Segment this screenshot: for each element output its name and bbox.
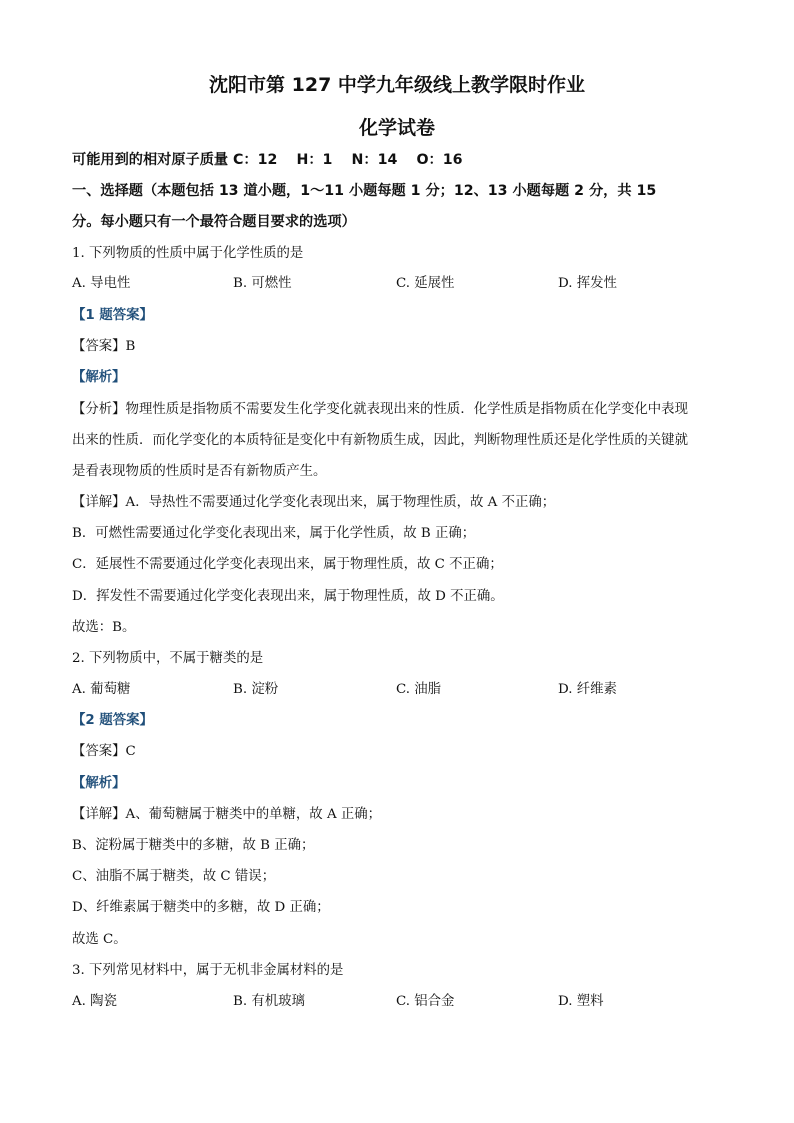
document-title: 沈阳市第 127 中学九年级线上教学限时作业 <box>209 74 585 96</box>
q2-answer: 【答案】C <box>72 744 136 759</box>
q2-answer-tag: 【2 题答案】 <box>72 713 153 728</box>
q2-option-b: B. 淀粉 <box>233 682 279 697</box>
q1-detail-line-1: 【详解】A．导热性不需要通过化学变化表现出来，属于物理性质，故 A 不正确； <box>72 495 556 510</box>
q3-option-c: C. 铝合金 <box>396 994 455 1009</box>
q2-detail-line-1: 【详解】A、葡萄糖属于糖类中的单糖，故 A 正确； <box>72 807 382 822</box>
q2-option-c: C. 油脂 <box>396 682 442 697</box>
q2-detail-line-3: C、油脂不属于糖类，故 C 错误； <box>72 869 276 884</box>
q3-option-b: B. 有机玻璃 <box>233 994 305 1009</box>
q2-conclusion: 故选 C。 <box>72 932 127 947</box>
q2-detail-line-2: B、淀粉属于糖类中的多糖，故 B 正确； <box>72 838 315 853</box>
atomic-masses-line: 可能用到的相对原子质量 C：12 H：1 N：14 O：16 <box>72 152 463 168</box>
q1-answer: 【答案】B <box>72 339 136 354</box>
q1-option-c: C. 延展性 <box>396 276 455 291</box>
q1-detail-line-4: D．挥发性不需要通过化学变化表现出来，属于物理性质，故 D 不正确。 <box>72 589 504 604</box>
q1-answer-tag: 【1 题答案】 <box>72 308 153 323</box>
q1-conclusion: 故选：B。 <box>72 620 136 635</box>
q2-option-d: D. 纤维素 <box>558 682 617 697</box>
q3-stem: 3. 下列常见材料中，属于无机非金属材料的是 <box>72 963 344 978</box>
q1-option-d: D. 挥发性 <box>558 276 617 291</box>
q1-analysis-line-3: 是看表现物质的性质时是否有新物质产生。 <box>72 464 327 479</box>
q1-detail-line-3: C．延展性不需要通过化学变化表现出来，属于物理性质，故 C 不正确； <box>72 557 503 572</box>
q3-option-d: D. 塑料 <box>558 994 604 1009</box>
q3-option-a: A. 陶瓷 <box>72 994 117 1009</box>
q2-detail-line-4: D、纤维素属于糖类中的多糖，故 D 正确； <box>72 900 330 915</box>
q1-analysis-line-1: 【分析】物理性质是指物质不需要发生化学变化就表现出来的性质．化学性质是指物质在化学变化中表现 <box>72 402 688 417</box>
document-subtitle: 化学试卷 <box>358 117 435 139</box>
q1-stem: 1. 下列物质的性质中属于化学性质的是 <box>72 246 304 261</box>
section-heading-line-1: 一、选择题（本题包括 13 道小题，1～11 小题每题 1 分；12、13 小题每题 2 分，共 15 <box>72 183 657 199</box>
section-heading-line-2: 分。每小题只有一个最符合题目要求的选项） <box>72 214 356 230</box>
q2-option-a: A. 葡萄糖 <box>72 682 131 697</box>
q1-detail-line-2: B．可燃性需要通过化学变化表现出来，属于化学性质，故 B 正确； <box>72 526 476 541</box>
q1-option-b: B. 可燃性 <box>233 276 292 291</box>
q2-stem: 2. 下列物质中，不属于糖类的是 <box>72 651 264 666</box>
q2-analysis-tag: 【解析】 <box>72 776 126 791</box>
q1-analysis-line-2: 出来的性质．而化学变化的本质特征是变化中有新物质生成，因此，判断物理性质还是化学性质的关键就 <box>72 433 688 448</box>
q1-option-a: A. 导电性 <box>72 276 131 291</box>
q1-analysis-tag: 【解析】 <box>72 370 126 385</box>
